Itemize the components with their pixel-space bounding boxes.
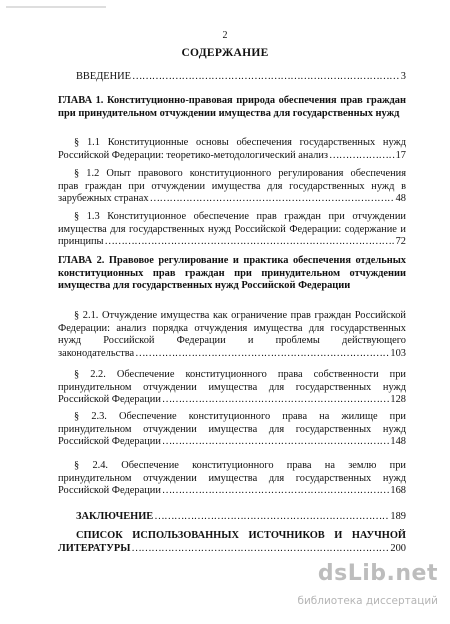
section-line: Федерации: анализ порядка отчуждения имущества для государственных [58, 322, 406, 334]
references-line: СПИСОК ИСПОЛЬЗОВАННЫХ ИСТОЧНИКОВ И НАУЧНОЙ [76, 530, 406, 541]
section-page: 48 [395, 193, 406, 205]
section-line: Российской Федерации [58, 436, 161, 448]
toc-intro-label: ВВЕДЕНИЕ [76, 71, 131, 82]
watermark-tagline: библиотека диссертаций [297, 595, 438, 607]
dot-leader [105, 236, 395, 249]
section-line: принудительном отчуждении имущества для государственных нужд [58, 472, 406, 484]
section-line: Российской Федерации: теоретико-методологический анализ [58, 149, 329, 161]
chapter-2-title: ГЛАВА 2. Правовое регулирование и практика обеспечения отдельных конституционных прав граждан при принудительном отчуждении имущества для государственных нужд Российской Федерации [58, 255, 406, 292]
toc-conclusion [58, 511, 406, 524]
section-line: принудительном отчуждении имущества для государственных нужд [58, 423, 406, 435]
toc-section-1-1 [58, 137, 406, 162]
section-line: § 2.3. Обеспечение конституционного права на жилище при [74, 411, 406, 422]
toc-section-1-3 [58, 211, 406, 249]
section-line: принудительном отчуждении имущества для государственных нужд [58, 381, 406, 393]
dot-leader [154, 511, 389, 524]
toc-section-2-3 [58, 411, 406, 449]
dot-leader [162, 394, 390, 407]
references-page: 200 [390, 542, 406, 554]
section-page: 72 [395, 236, 406, 248]
chapter-1-title: ГЛАВА 1. Конституционно-правовая природа обеспечения прав граждан при принудительном отчуждении имущества для государственных нужд [58, 95, 406, 119]
section-page: 168 [390, 485, 406, 497]
toc-references [58, 530, 406, 555]
conclusion-page: 189 [390, 511, 406, 522]
page-number: 2 [222, 30, 228, 41]
conclusion-label: ЗАКЛЮЧЕНИЕ [76, 511, 154, 522]
section-line: § 2.1. Отчуждение имущества как ограничение прав граждан Российской [74, 310, 406, 321]
section-line: § 2.4. Обеспечение конституционного права на землю при [74, 460, 406, 471]
watermark [297, 561, 438, 610]
section-page: 17 [395, 149, 406, 161]
section-line: § 1.1 Конституционные основы обеспечения государственных нужд [74, 137, 406, 148]
section-page: 148 [390, 436, 406, 448]
section-page: 128 [390, 394, 406, 406]
section-line: § 1.2 Опыт правового конституционного регулирования обеспечения [74, 168, 406, 179]
watermark-logo: dsLib.net [317, 561, 438, 586]
section-line: § 2.2. Обеспечение конституционного права собственности при [74, 369, 406, 380]
toc-section-2-1 [58, 310, 406, 360]
section-line: зарубежных странах [58, 193, 149, 205]
toc-section-2-4 [58, 460, 406, 498]
dot-leader [162, 436, 390, 449]
section-line: § 1.3 Конституционное обеспечение прав граждан при отчуждении [74, 211, 406, 222]
section-line: прав граждан при отчуждении имущества для государственных нужд в [58, 180, 406, 192]
page-title: СОДЕРЖАНИЕ [181, 47, 269, 59]
section-line: Российской Федерации [58, 485, 161, 497]
toc-chapter-2 [58, 255, 406, 293]
toc-intro [58, 71, 406, 84]
toc-section-2-2 [58, 369, 406, 407]
section-line: имущества для государственных нужд Российской Федерации: содержание и [58, 223, 406, 235]
references-line: ЛИТЕРАТУРЫ [58, 542, 131, 554]
dot-leader [150, 193, 395, 206]
dot-leader [132, 71, 400, 84]
toc-section-1-2 [58, 168, 406, 206]
dot-leader [135, 348, 389, 361]
dot-leader [162, 485, 390, 498]
toc-chapter-1 [58, 95, 406, 120]
section-line: принципы [58, 236, 104, 248]
section-line: Российской Федерации [58, 394, 161, 406]
dot-leader [131, 543, 389, 556]
page-header-smudge [0, 0, 140, 14]
section-line: нужд Российской Федерации и проблемы действующего [58, 335, 406, 347]
section-page: 103 [390, 347, 406, 359]
section-line: законодательства [58, 347, 135, 359]
dot-leader [329, 150, 395, 163]
toc-intro-page: 3 [400, 71, 406, 82]
